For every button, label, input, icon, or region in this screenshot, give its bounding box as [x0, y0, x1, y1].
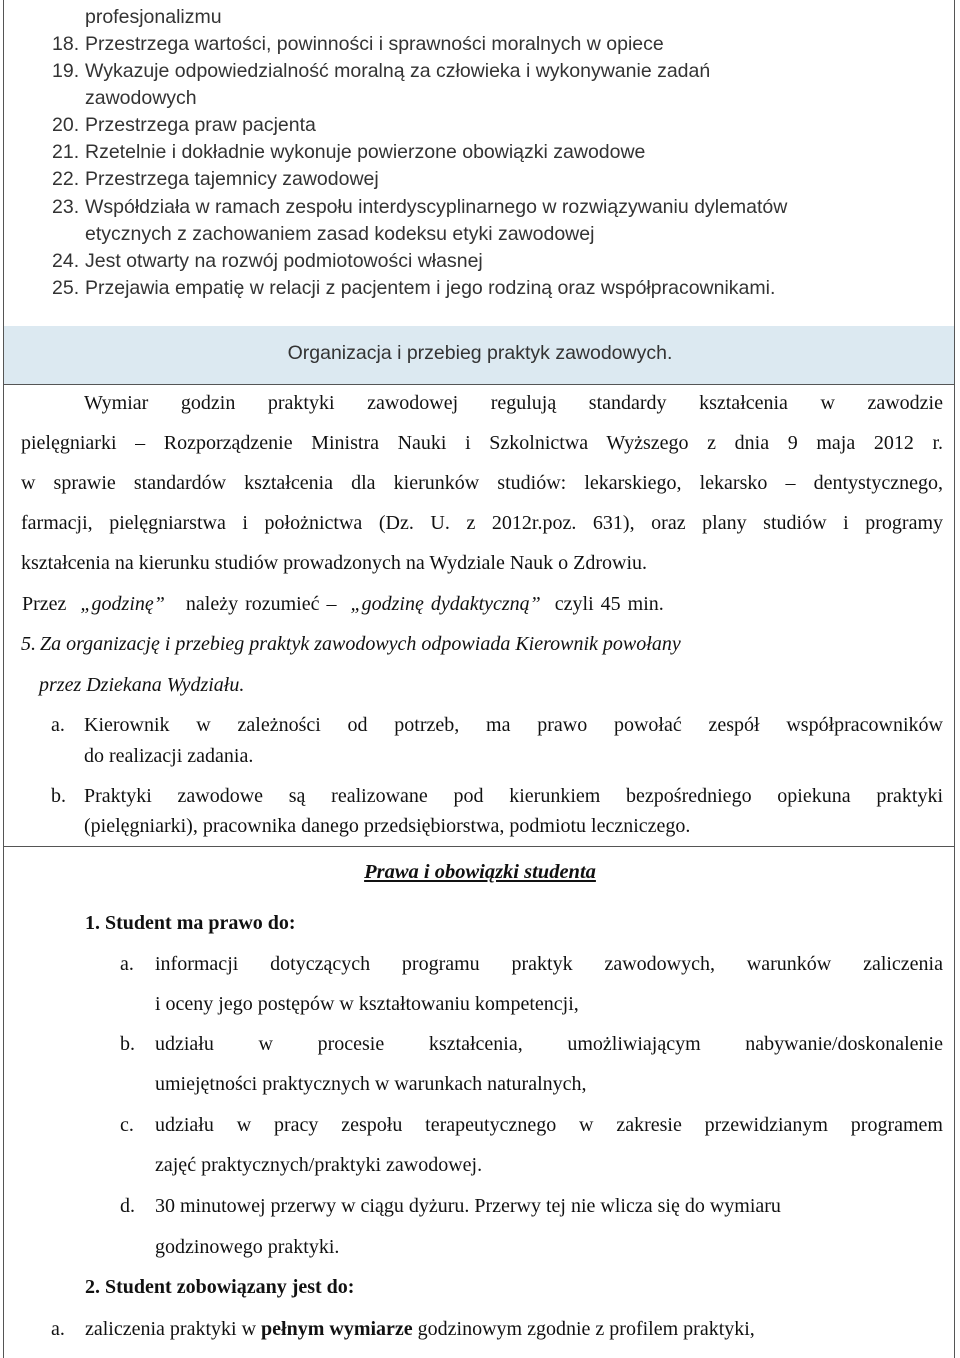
table-divider: [3, 846, 955, 847]
list-number: 22.: [52, 168, 80, 190]
list-number: 18.: [52, 33, 80, 55]
list-marker: a.: [51, 714, 65, 736]
hour-definition: [22, 593, 664, 616]
hour-definition-suffix: czyli 45 min.: [554, 593, 664, 615]
list-number: 21.: [52, 141, 80, 163]
paragraph-line: pielęgniarki – Rozporządzenie Ministra Nauki i Szkolnictwa Wyższego z dnia 9 maja 2012 r.: [21, 432, 943, 454]
list-marker: b.: [51, 785, 66, 807]
list-item: udziału w procesie kształcenia, umożliwiającym nabywanie/doskonalenie: [155, 1033, 943, 1055]
point5-line: przez Dziekana Wydziału.: [39, 674, 245, 696]
list-item-continuation: etycznych z zachowaniem zasad kodeksu etyki zawodowej: [85, 223, 595, 245]
paragraph-line: farmacji, pielęgniarstwa i położnictwa (Dz. U. z 2012r.poz. 631), oraz plany studiów i programy: [21, 512, 943, 534]
list-marker: a.: [120, 953, 134, 975]
list-item-continuation: zawodowych: [85, 87, 197, 109]
list-marker: c.: [120, 1114, 134, 1136]
paragraph-line: kształcenia na kierunku studiów prowadzonych na Wydziale Nauk o Zdrowiu.: [21, 552, 648, 574]
list-item-continuation: (pielęgniarki), pracownika danego przedsiębiorstwa, podmiotu leczniczego.: [84, 815, 691, 837]
list-item: Rzetelnie i dokładnie wykonuje powierzone obowiązki zawodowe: [85, 141, 646, 163]
list-marker: d.: [120, 1195, 135, 1217]
list-item: Przestrzega tajemnicy zawodowej: [85, 168, 379, 190]
point5-number: 5.: [21, 633, 36, 655]
list-item: Przejawia empatię w relacji z pacjentem i jego rodziną oraz współpracownikami.: [85, 277, 776, 299]
list-number: 23.: [52, 196, 80, 218]
list-intro: profesjonalizmu: [85, 6, 222, 28]
duties-heading: 2. Student zobowiązany jest do:: [85, 1276, 355, 1298]
list-item: Jest otwarty na rozwój podmiotowości własnej: [85, 250, 483, 272]
list-marker: a.: [51, 1318, 65, 1340]
duty-text-prefix: zaliczenia praktyki w: [85, 1318, 257, 1340]
hour-definition-term: „godzinę”: [80, 593, 165, 615]
list-item: Praktyki zawodowe są realizowane pod kierunkiem bezpośredniego opiekuna praktyki: [84, 785, 943, 807]
paragraph-line: w sprawie standardów kształcenia dla kierunków studiów: lekarskiego, lekarsko – dentystycznego,: [21, 472, 943, 494]
list-item: Współdziała w ramach zespołu interdyscyplinarnego w rozwiązywaniu dylematów: [85, 196, 788, 218]
hour-definition-prefix: Przez: [22, 593, 67, 615]
rights-title: Prawa i obowiązki studenta: [364, 861, 596, 883]
hour-definition-value: „godzinę dydaktyczną”: [350, 593, 541, 615]
hour-definition-middle: należy rozumieć –: [185, 593, 337, 615]
list-number: 24.: [52, 250, 80, 272]
list-item-continuation: umiejętności praktycznych w warunkach naturalnych,: [155, 1073, 587, 1095]
list-item-continuation: godzinowego praktyki.: [155, 1236, 340, 1258]
list-item: udziału w pracy zespołu terapeutycznego w zakresie przewidzianym programem: [155, 1114, 943, 1136]
list-item: [85, 1318, 755, 1341]
list-marker: b.: [120, 1033, 135, 1055]
rights-heading: 1. Student ma prawo do:: [85, 912, 296, 934]
table-divider: [3, 384, 955, 385]
point5-line: Za organizację i przebieg praktyk zawodowych odpowiada Kierownik powołany: [40, 633, 681, 655]
list-item: 30 minutowej przerwy w ciągu dyżuru. Przerwy tej nie wlicza się do wymiaru: [155, 1195, 781, 1217]
list-number: 25.: [52, 277, 80, 299]
list-item: informacji dotyczących programu praktyk zawodowych, warunków zaliczenia: [155, 953, 943, 975]
table-border-right: [954, 0, 955, 1358]
duty-text-bold: pełnym wymiarze: [261, 1318, 413, 1340]
list-number: 20.: [52, 114, 80, 136]
list-item: Kierownik w zależności od potrzeb, ma prawo powołać zespół współpracowników: [84, 714, 943, 736]
list-item: Przestrzega praw pacjenta: [85, 114, 316, 136]
list-item: Przestrzega wartości, powinności i sprawności moralnych w opiece: [85, 33, 664, 55]
duty-text-suffix: godzinowym zgodnie z profilem praktyki,: [417, 1318, 755, 1340]
section-header: Organizacja i przebieg praktyk zawodowych.: [287, 342, 673, 364]
list-item-continuation: zajęć praktycznych/praktyki zawodowej.: [155, 1154, 483, 1176]
list-number: 19.: [52, 60, 80, 82]
list-item-continuation: do realizacji zadania.: [84, 745, 254, 767]
table-border-left: [3, 0, 4, 1358]
paragraph-line: Wymiar godzin praktyki zawodowej regulują standardy kształcenia w zawodzie: [84, 392, 943, 414]
list-item: Wykazuje odpowiedzialność moralną za człowieka i wykonywanie zadań: [85, 60, 711, 82]
list-item-continuation: i oceny jego postępów w kształtowaniu kompetencji,: [155, 993, 579, 1015]
